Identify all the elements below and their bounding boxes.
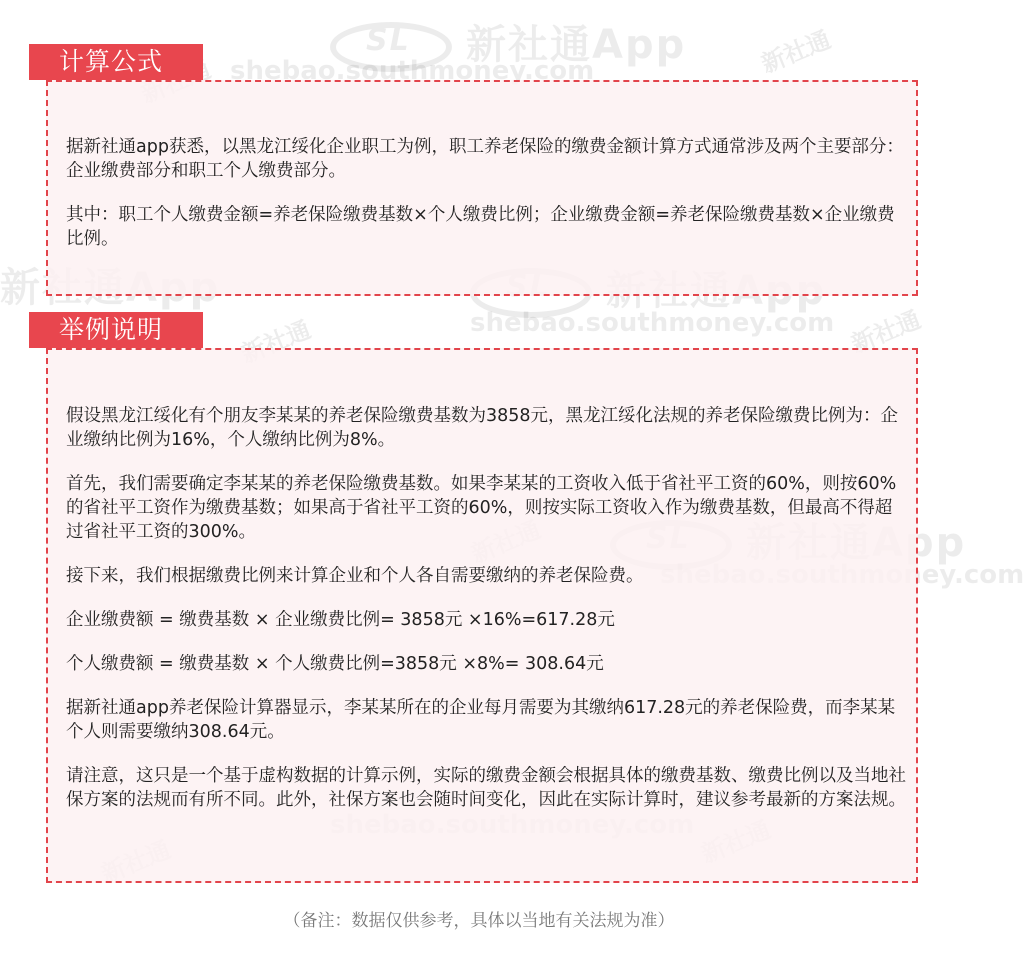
watermark-brand: SL新社通App — [330, 22, 686, 72]
sl-logo-icon — [330, 22, 452, 72]
example-paragraph-1: 假设黑龙江绥化有个朋友李某某的养老保险缴费基数为3858元，黑龙江绥化法规的养老保险缴费比例为：企业缴纳比例为16%，个人缴纳比例为8%。 — [66, 406, 899, 450]
watermark-short: 新社通 — [757, 25, 835, 79]
watermark-url: shebao.southmoney.com — [470, 308, 835, 338]
example-paragraph-2: 首先，我们需要确定李某某的养老保险缴费基数。如果李某某的工资收入低于省社平工资的60%，则按60%的省社平工资作为缴费基数；如果高于省社平工资的60%，则按实际工资收入作为缴费基数，但最高不得超过省社平工资的300%。 — [66, 474, 897, 542]
example-paragraph-6: 据新社通app养老保险计算器显示，李某某所在的企业每月需要为其缴纳617.28元的养老保险费，而李某某个人则需要缴纳308.64元。 — [66, 698, 896, 742]
formula-paragraph-2: 其中：职工个人缴费金额=养老保险缴费基数×个人缴费比例；企业缴费金额=养老保险缴费基数×企业缴费比例。 — [66, 205, 895, 249]
section-title-example: 举例说明 — [29, 312, 203, 348]
example-paragraph-3: 接下来，我们根据缴费比例来计算企业和个人各自需要缴纳的养老保险费。 — [66, 566, 644, 586]
watermark-short: 新社通 — [237, 315, 315, 369]
watermark-short: 新社通 — [847, 305, 925, 359]
formula-paragraph-1: 据新社通app获悉，以黑龙江绥化企业职工为例，职工养老保险的缴费金额计算方式通常涉及两个主要部分：企业缴费部分和职工个人缴费部分。 — [66, 137, 904, 181]
example-paragraph-5: 个人缴费额 = 缴费基数 × 个人缴费比例=3858元 ×8%= 308.64元 — [66, 654, 604, 674]
section-box-formula — [46, 80, 918, 296]
example-paragraph-7: 请注意，这只是一个基于虚构数据的计算示例，实际的缴费金额会根据具体的缴费基数、缴费比例以及当地社保方案的法规而有所不同。此外，社保方案也会随时间变化，因此在实际计算时，建议参考最新的方案法规。 — [66, 766, 906, 810]
example-paragraph-4: 企业缴费额 = 缴费基数 × 企业缴费比例= 3858元 ×16%=617.28元 — [66, 610, 615, 630]
footnote: （备注：数据仅供参考，具体以当地有关法规为准） — [283, 911, 675, 931]
section-title-formula: 计算公式 — [29, 44, 203, 80]
watermark-url: shebao.southmoney.com — [230, 56, 595, 86]
